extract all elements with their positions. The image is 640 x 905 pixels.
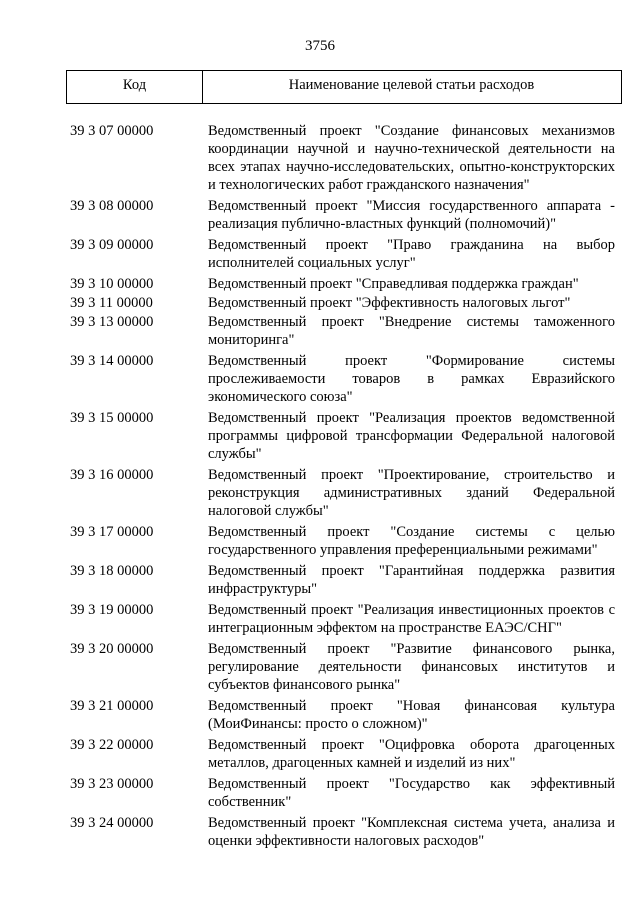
row-code: 39 3 13 00000	[70, 314, 154, 330]
header-code: Код	[122, 77, 147, 93]
table-row	[70, 775, 615, 811]
row-name: Ведомственный проект "Развитие финансового рынка, регулирование деятельности финансовых институтов и субъектов финансового рынка"	[208, 641, 615, 693]
table-row	[70, 236, 615, 272]
row-code: 39 3 21 00000	[70, 698, 154, 714]
table-row	[70, 294, 615, 312]
row-code: 39 3 23 00000	[70, 776, 154, 792]
table-row	[70, 409, 615, 463]
page-number: 3756	[305, 38, 335, 54]
row-code: 39 3 24 00000	[70, 815, 154, 831]
row-name: Ведомственный проект "Справедливая поддержка граждан"	[208, 276, 579, 292]
row-code: 39 3 14 00000	[70, 353, 154, 369]
row-name: Ведомственный проект "Реализация инвестиционных проектов с интеграционным эффектом на пространстве ЕАЭС/СНГ"	[208, 602, 615, 636]
row-code: 39 3 09 00000	[70, 237, 154, 253]
table-row	[70, 352, 615, 406]
row-code: 39 3 19 00000	[70, 602, 154, 618]
row-code: 39 3 18 00000	[70, 563, 154, 579]
header-name: Наименование целевой статьи расходов	[288, 77, 535, 93]
row-name: Ведомственный проект "Право гражданина на выбор исполнителей социальных услуг"	[208, 237, 615, 271]
row-name: Ведомственный проект "Оцифровка оборота драгоценных металлов, драгоценных камней и изделий из них"	[208, 737, 615, 771]
row-code: 39 3 17 00000	[70, 524, 154, 540]
row-code: 39 3 20 00000	[70, 641, 154, 657]
table-row	[70, 523, 615, 559]
table-row	[70, 197, 615, 233]
table-row	[70, 736, 615, 772]
table-header	[66, 70, 622, 104]
row-code: 39 3 08 00000	[70, 198, 154, 214]
row-name: Ведомственный проект "Новая финансовая культура (МоиФинансы: просто о сложном)"	[208, 698, 615, 732]
table-row	[70, 640, 615, 694]
row-name: Ведомственный проект "Проектирование, строительство и реконструкция административных зданий Федеральной налоговой службы"	[208, 467, 615, 519]
table-row	[70, 562, 615, 598]
row-name: Ведомственный проект "Комплексная система учета, анализа и оценки эффективности налоговых расходов"	[208, 815, 615, 849]
row-code: 39 3 07 00000	[70, 123, 154, 139]
row-name: Ведомственный проект "Миссия государственного аппарата - реализация публично-властных функций (полномочий)"	[208, 198, 615, 232]
table-row	[70, 275, 615, 293]
row-code: 39 3 22 00000	[70, 737, 154, 753]
row-name: Ведомственный проект "Гарантийная поддержка развития инфраструктуры"	[208, 563, 615, 597]
row-code: 39 3 11 00000	[70, 295, 153, 311]
row-name: Ведомственный проект "Создание финансовых механизмов координации научной и научно-технической деятельности на всех этапах научно-исследовательских, опытно-конструкторских и технологических работ гражданского назначения"	[208, 123, 615, 193]
table-row	[70, 601, 615, 637]
row-name: Ведомственный проект "Государство как эффективный собственник"	[208, 776, 615, 810]
row-code: 39 3 16 00000	[70, 467, 154, 483]
row-name: Ведомственный проект "Внедрение системы таможенного мониторинга"	[208, 314, 615, 348]
row-name: Ведомственный проект "Реализация проектов ведомственной программы цифровой трансформации Федеральной налоговой службы"	[208, 410, 615, 462]
row-name: Ведомственный проект "Формирование системы прослеживаемости товаров в рамках Евразийского экономического союза"	[208, 353, 615, 405]
table-row	[70, 122, 615, 194]
table-body	[70, 122, 615, 850]
row-name: Ведомственный проект "Создание системы с целью государственного управления преференциальными режимами"	[208, 524, 615, 558]
row-code: 39 3 15 00000	[70, 410, 154, 426]
table-row	[70, 313, 615, 349]
table-row	[70, 466, 615, 520]
row-code: 39 3 10 00000	[70, 276, 154, 292]
row-name: Ведомственный проект "Эффективность налоговых льгот"	[208, 295, 571, 311]
table-row	[70, 814, 615, 850]
table-row	[70, 697, 615, 733]
